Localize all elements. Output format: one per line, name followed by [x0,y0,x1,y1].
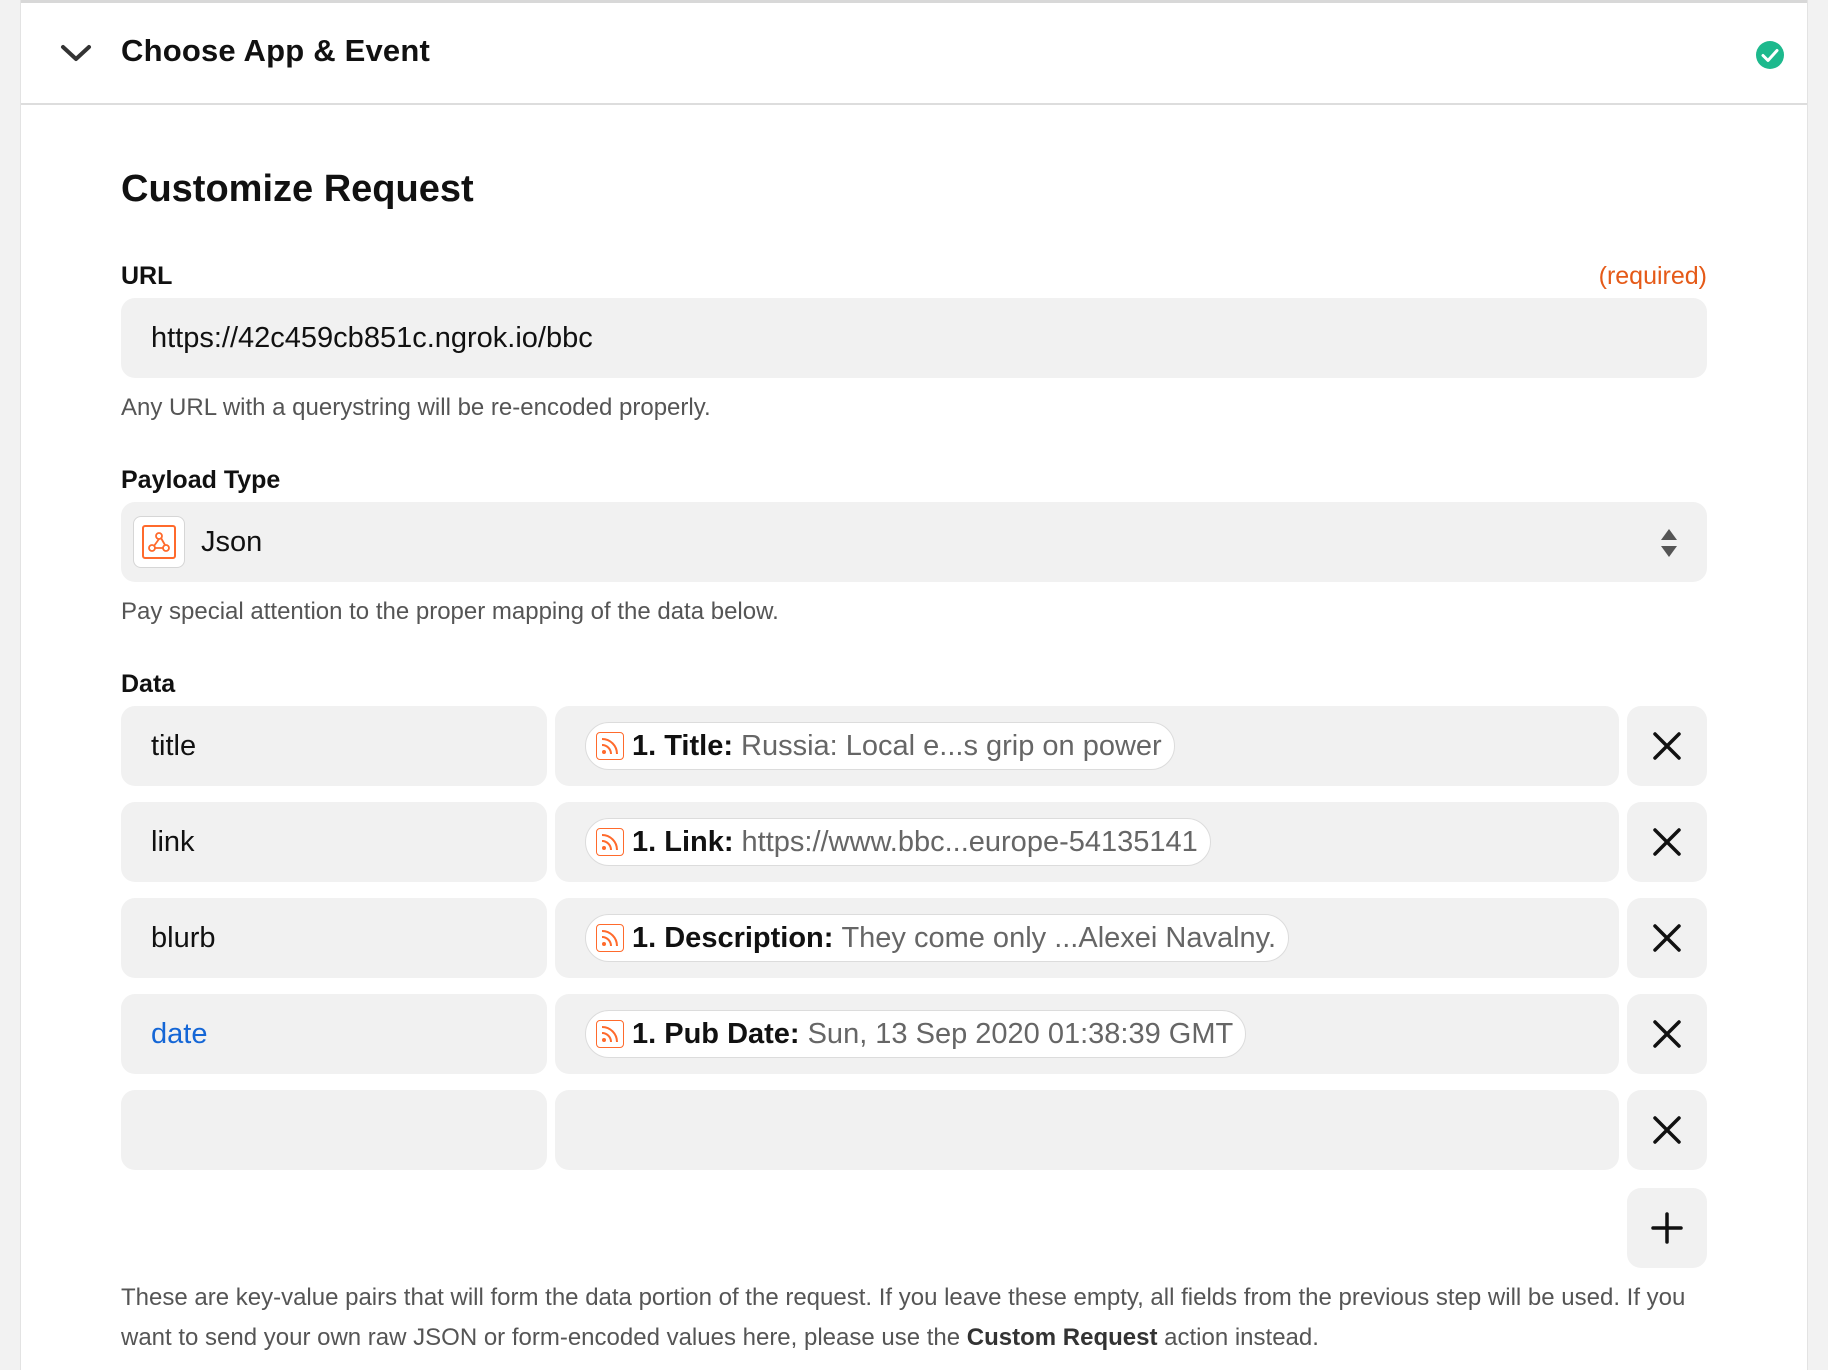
mapped-field-pill[interactable] [585,818,1211,866]
data-key-input[interactable] [121,994,547,1074]
remove-row-button[interactable] [1627,898,1707,978]
rss-icon [596,732,624,760]
data-help-text [121,1278,1707,1358]
url-input[interactable] [121,298,1707,378]
mapped-field-pill[interactable] [585,1010,1246,1058]
url-label: URL [121,262,173,290]
payload-type-select[interactable] [121,502,1707,582]
close-icon [1651,826,1683,858]
data-key-input[interactable] [121,802,547,882]
plus-icon [1649,1210,1685,1246]
webhook-icon [133,516,185,568]
step-panel [20,0,1808,1370]
remove-row-button[interactable] [1627,1090,1707,1170]
mapped-field-pill[interactable] [585,722,1175,770]
section-title: Customize Request [121,168,474,210]
chevron-down-icon[interactable] [57,37,95,69]
pill-value: Russia: Local e...s grip on power [741,729,1162,762]
payload-type-value: Json [201,526,263,558]
step-header[interactable] [21,3,1807,105]
footer-text-before: These are key-value pairs that will form the data portion of the request. If you leave these empty, all fields from the previous step will be used. If you want to send your own raw JSON or form-encoded values here, please use the [121,1284,1686,1351]
data-row [121,898,1707,978]
required-indicator: (required) [1598,262,1707,290]
url-help-text: Any URL with a querystring will be re-encoded properly. [121,394,711,421]
close-icon [1651,730,1683,762]
pill-value: Sun, 13 Sep 2020 01:38:39 GMT [807,1017,1234,1050]
remove-row-button[interactable] [1627,994,1707,1074]
pill-value: They come only ...Alexei Navalny. [841,921,1277,954]
rss-icon [596,924,624,952]
check-circle-icon [1755,40,1785,70]
pill-label: 1. Description: [632,921,834,954]
pill-label: 1. Pub Date: [632,1017,800,1050]
payload-help-text: Pay special attention to the proper mapping of the data below. [121,598,779,625]
pill-label: 1. Title: [632,729,733,762]
mapped-field-pill[interactable] [585,914,1289,962]
url-value: https://42c459cb851c.ngrok.io/bbc [151,322,593,354]
footer-text-after: action instead. [1157,1324,1319,1351]
data-value-input[interactable] [555,802,1619,882]
data-value-input[interactable] [555,898,1619,978]
close-icon [1651,1114,1683,1146]
step-title: Choose App & Event [121,33,431,68]
data-key-input[interactable] [121,706,547,786]
payload-type-label: Payload Type [121,466,281,494]
data-row [121,706,1707,786]
data-row [121,994,1707,1074]
close-icon [1651,1018,1683,1050]
custom-request-link-text: Custom Request [966,1324,1158,1351]
pill-value: https://www.bbc...europe-54135141 [741,825,1198,858]
add-row-button[interactable] [1627,1188,1707,1268]
data-key-text: blurb [151,922,216,954]
select-arrows-icon [1659,527,1679,559]
rss-icon [596,1020,624,1048]
data-key-text: date [151,1018,208,1050]
data-value-input[interactable] [555,994,1619,1074]
data-key-input[interactable] [121,1090,547,1170]
data-row-empty [121,1090,1707,1170]
remove-row-button[interactable] [1627,802,1707,882]
data-key-text: link [151,826,195,858]
data-value-input[interactable] [555,706,1619,786]
data-key-text: title [151,730,197,762]
remove-row-button[interactable] [1627,706,1707,786]
close-icon [1651,922,1683,954]
data-value-input[interactable] [555,1090,1619,1170]
data-key-input[interactable] [121,898,547,978]
data-row [121,802,1707,882]
data-label: Data [121,670,176,698]
pill-label: 1. Link: [632,825,734,858]
rss-icon [596,828,624,856]
